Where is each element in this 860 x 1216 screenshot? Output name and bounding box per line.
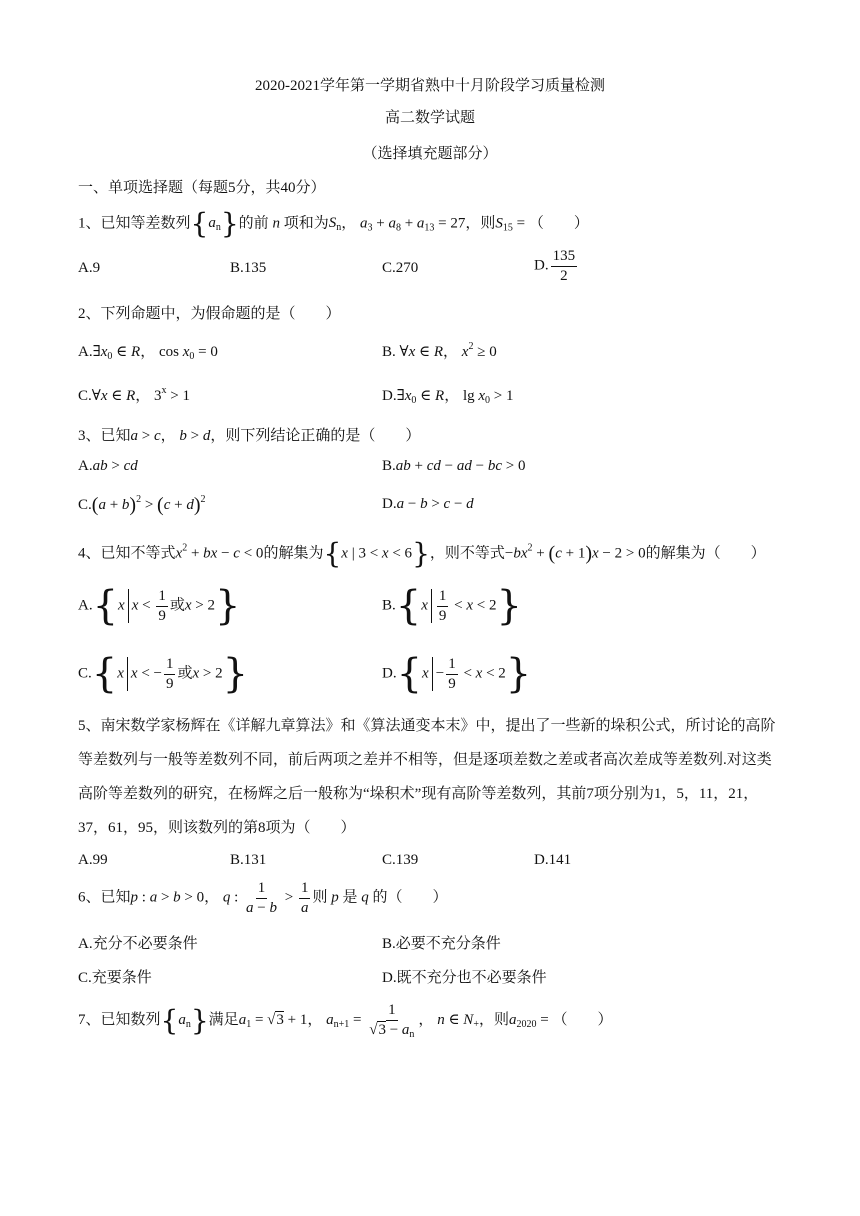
question-5-line-1: 5、南宋数学家杨辉在《详解九章算法》和《算法通变本末》中，提出了一些新的垛积公式，所讨论的高阶 <box>78 718 776 734</box>
q1-option-b: B.135 <box>230 260 267 276</box>
q6-option-c: C.充要条件 <box>78 970 152 986</box>
question-2-stem: 2、下列命题中，为假命题的是（ ） <box>78 306 341 322</box>
q5-option-a: A.99 <box>78 852 108 868</box>
question-6-stem: 6、已知p : a > b > 0， q : $\frac{1}{a - b}$ > $\frac{1}{a}$ 则 p 是 q 的（ ） <box>78 880 448 916</box>
q6-option-d: D.既不充分也不必要条件 <box>382 970 547 986</box>
exam-title: 2020-2021学年第一学期省熟中十月阶段学习质量检测 <box>255 78 605 94</box>
exam-subtitle: 高二数学试题 <box>384 110 475 126</box>
q3-option-d: D.a − b > c − d <box>382 496 474 512</box>
question-3-stem: 3、已知a > c， b > d，则下列结论正确的是（ ） <box>78 428 421 444</box>
question-7-stem: 7、已知数列$\{a_n\}$满足$a_1 = √3 + 1$， $a_{n+1}$ = $\frac{1}{√3 - a_n}$ ， n ∈ $N_+$，则$a_{2020}$ = （ ） <box>78 1002 613 1040</box>
q2-option-c: C.∀x ∈ R， $3^x > 1$ <box>78 385 191 404</box>
question-5-line-3: 高阶等差数列的研究，在杨辉之后一般称为“垛积术”现有高阶等差数列，其前7项分别为1，5，11，21， <box>78 786 759 802</box>
question-4-stem: 4、已知不等式$x^2$ + bx − c < 0的解集为{x | 3 < x < 6}，则不等式$-bx^2 + (c + 1)x - 2 > 0$的解集为（ ） <box>78 537 766 570</box>
q4-option-d: D.{x − $\frac{1}{9}$ < x < 2} <box>382 651 532 697</box>
q3-option-c: $C.(a + b)^2 > (c + d)^2$ <box>78 494 206 516</box>
q5-option-c: C.139 <box>382 852 419 868</box>
q4-option-b: B.{x $\frac{1}{9}$ < x < 2} <box>382 583 522 629</box>
q2-option-d: $D.\exists x_0$ ∈ R， $\lg x_0 > 1$ <box>382 388 514 406</box>
question-1-stem: 1、已知等差数列$\{a_n\}$的前 n 项和为$S_n$， $a_3 + a_8 + a_{13} = 27$，则$S_{15}$ = （ ） <box>78 207 589 240</box>
q4-option-a: A.{x x < $\frac{1}{9}$ 或x > 2} <box>78 583 241 629</box>
q1-option-a: A.9 <box>78 260 101 276</box>
q1-option-c: C.270 <box>382 260 419 276</box>
question-5-line-4: 37，61，95，则该数列的第8项为（ ） <box>78 820 356 836</box>
q2-option-a: $A.\exists x_0$ ∈ R， $\cos x_0 = 0$ <box>78 344 218 362</box>
q6-option-b: B.必要不充分条件 <box>382 936 501 952</box>
q5-option-d: D.141 <box>534 852 572 868</box>
q3-option-a: A.ab > cd <box>78 458 138 474</box>
exam-part: （选择填充题部分） <box>362 146 498 162</box>
q6-option-a: A.充分不必要条件 <box>78 936 198 952</box>
q5-option-b: B.131 <box>230 852 267 868</box>
q1-option-d: D. $\frac{135}{2}$ <box>534 248 576 284</box>
q3-option-b: B.ab + cd − ad − bc > 0 <box>382 458 526 474</box>
section-heading: 一、单项选择题（每题5分，共40分） <box>78 180 326 196</box>
question-5-line-2: 等差数列与一般等差数列不同，前后两项之差并不相等，但是逐项差数之差或者高次差成等差数列.对这类 <box>78 752 772 768</box>
q2-option-b: B. ∀x ∈ R， $x^2 \ge 0$ <box>382 341 497 360</box>
q4-option-c: C.{x x < − $\frac{1}{9}$ 或x > 2} <box>78 651 249 697</box>
